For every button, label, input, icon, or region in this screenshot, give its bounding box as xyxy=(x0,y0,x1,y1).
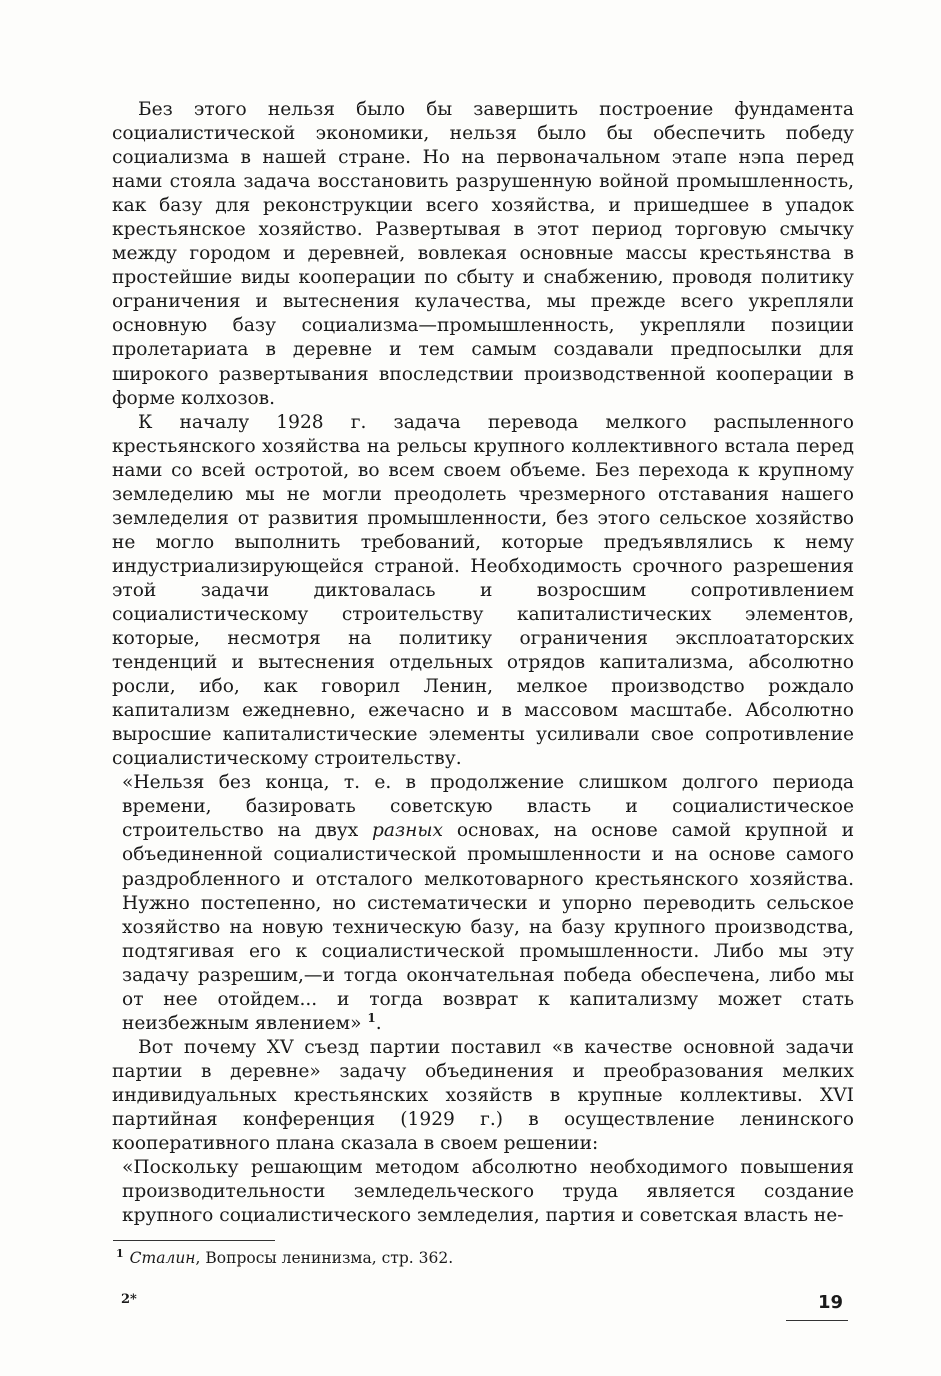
quotation: «Поскольку решающим методом абсолютно необходимого повышения производительности земледельческого труда является создание крупного социалистического земледелия, партия и советская власть не- xyxy=(122,1157,854,1227)
paragraph: Без этого нельзя было бы завершить построение фундамента социалистической экономики, нельзя было бы обеспечить победу социализма в нашей стране. Но на первоначальном этапе нэпа перед нами стояла задача восстановить разрушенную войной промышленность, как базу для реконструкции всего хозяйства, и пришедшее в упадок крестьянское хозяйство. Развертывая в этот период торговую смычку между городом и деревней, вовлекая основные массы крестьянства в простейшие виды кооперации по сбыту и снабжению, проводя политику ограничения и вытеснения кулачества, мы прежде всего укрепляли основную базу социализма—промышленность, укрепляли позиции пролетариата в деревне и тем самым создавали предпосылки для широкого развертывания впоследствии производственной кооперации в форме колхозов. xyxy=(112,99,854,409)
footnote-text: , Вопросы ленинизма, стр. 362. xyxy=(195,1249,454,1267)
quotation xyxy=(112,771,854,1036)
footnote xyxy=(116,1248,453,1268)
signature-mark: 2* xyxy=(121,1292,137,1307)
main-text xyxy=(112,98,854,1228)
footnote-reference[interactable]: 1 xyxy=(367,1010,376,1025)
footnote-number: 1 xyxy=(116,1246,124,1260)
quote-emphasis: разных xyxy=(372,820,444,842)
page-number-rule xyxy=(786,1320,848,1321)
quote-end: . xyxy=(375,1012,382,1034)
paragraph: К началу 1928 г. задача перевода мелкого распыленного крестьянского хозяйства на рельсы крупного коллективного встала перед нами со всей остротой, во всем своем объеме. Без перехода к крупному земледелию мы не могли преодолеть чрезмерного отставания нашего земледелия от развития промышленности, без этого сельское хозяйство не могло выполнить требований, которые предъявлялись к нему индустриализирующейся страной. Необходимость срочного разрешения этой задачи диктовалась и возросшим сопротивлением социалистическому строительству капиталистических элементов, которые, несмотря на политику ограничения эксплоататорских тенденций и вытеснения отдельных отрядов капитализма, абсолютно росли, ибо, как говорил Ленин, мелкое производство рождало капитализм ежедневно, ежечасно и в массовом масштабе. Абсолютно выросшие капиталистические элементы усиливали свое сопротивление социалистическому строительству. xyxy=(112,411,854,770)
page-number: 19 xyxy=(818,1292,844,1313)
quote-text: основах, на основе самой крупной и объединенной социалистической промышленности и на основе самого раздробленного и отсталого мелкотоварного крестьянского хозяйства. Нужно постепенно, но систематически и упорно переводить сельское хозяйство на новую техническую базу, на базу крупного производства, подтягивая его к социалистической промышленности. Либо мы эту задачу разрешим,—и тогда окончательная победа обеспечена, либо мы от нее отойдем... и тогда возврат к капитализму может стать неизбежным явлением» xyxy=(122,820,854,1034)
footnote-author: Сталин xyxy=(129,1249,196,1267)
paragraph: Вот почему XV съезд партии поставил «в качестве основной задачи партии в деревне» задачу объединения и преобразования мелких индивидуальных крестьянских хозяйств в крупные коллективы. XVI партийная конференция (1929 г.) в осуществление ленинского кооперативного плана сказала в своем решении: xyxy=(112,1036,854,1155)
quote-text: «Нельзя без конца, т. е. в продолжение слишком долгого периода времени, базировать советскую власть и социалистическое строительство на двух xyxy=(122,772,854,842)
footnote-divider xyxy=(113,1240,275,1241)
